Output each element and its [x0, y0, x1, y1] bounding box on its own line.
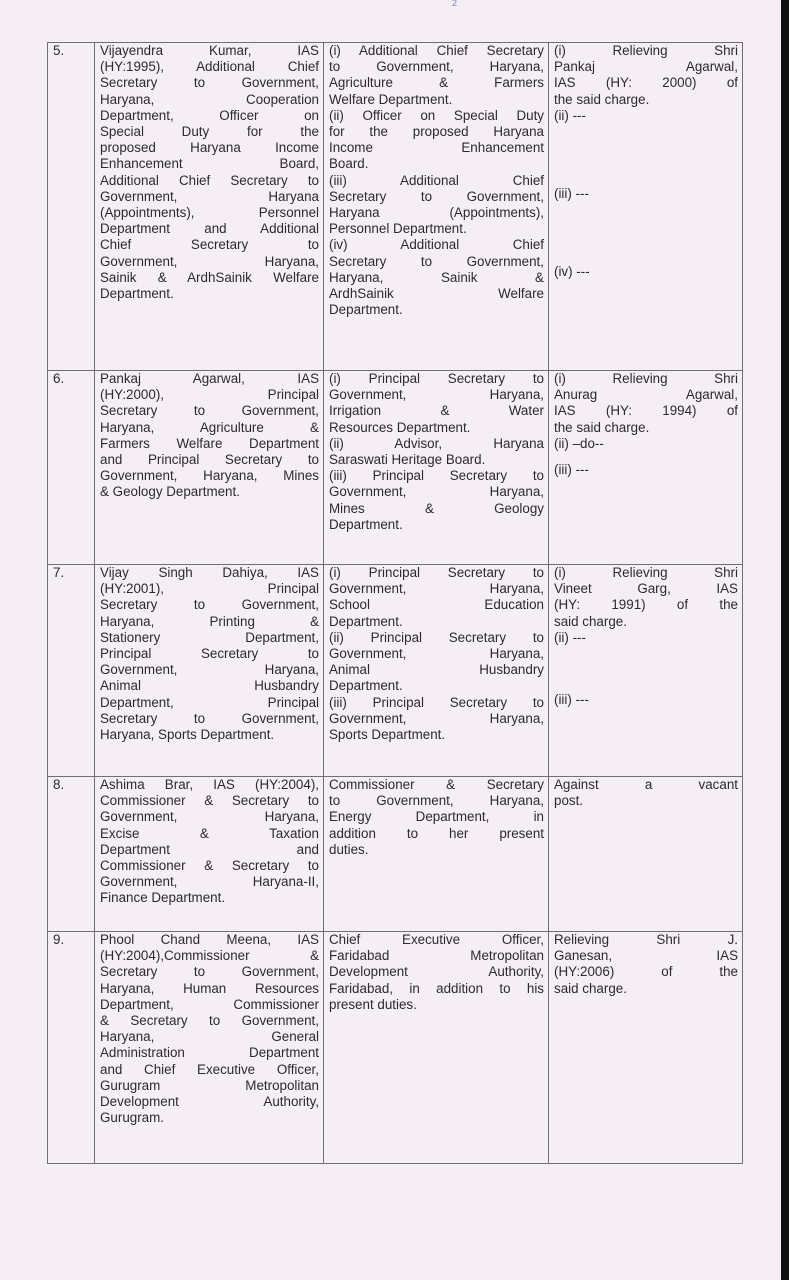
officer-text-line: Government, Haryana, — [100, 809, 319, 825]
spacer — [554, 202, 738, 264]
remark-text-line: (HY:2006) of the — [554, 964, 738, 980]
remark-text-line: post. — [554, 793, 584, 809]
posting-orders-table — [47, 42, 743, 1164]
remark-text-line: Ganesan, IAS — [554, 948, 738, 964]
posting-text-line: (iv) Additional Chief — [329, 237, 544, 253]
officer-text-line: Development Authority, — [100, 1094, 319, 1110]
remarks-cell — [549, 932, 743, 1164]
posting-text-line: (i) Principal Secretary to — [329, 371, 544, 386]
posting-text-line: Saraswati Heritage Board. — [329, 452, 486, 468]
posting-text-line: School Education — [329, 597, 544, 613]
officer-text-line: Gurugram. — [100, 1110, 164, 1126]
officer-text-line: Department, Officer on — [100, 107, 319, 123]
remark-text-line: IAS (HY: 2000) of — [554, 75, 738, 91]
posting-text-line: Department. — [329, 516, 403, 532]
officer-text-line: Additional Chief Secretary to — [100, 172, 319, 188]
officer-text-line: Haryana, Cooperation — [100, 91, 319, 107]
officer-details-cell — [95, 43, 324, 371]
serial-number-cell: 8. — [48, 777, 95, 932]
officer-text-line: Department, Commissioner — [100, 996, 319, 1012]
officer-text-line: Government, Haryana — [100, 188, 319, 204]
remark-item — [554, 565, 738, 630]
officer-details-cell — [95, 371, 324, 565]
posting-text-line: present duties. — [329, 996, 417, 1012]
remarks-cell — [549, 777, 743, 932]
posting-item — [329, 932, 544, 1013]
posting-item — [329, 468, 544, 533]
officer-text-line: Secretary to Government, — [100, 75, 319, 91]
remark-text-line: Against a vacant — [554, 777, 738, 792]
posting-item — [329, 630, 544, 695]
remark-text-line: Anurag Agarwal, — [554, 387, 738, 403]
posting-text-line: (iii) Principal Secretary to — [329, 694, 544, 710]
posting-text-line: Energy Department, in — [329, 809, 544, 825]
posting-text-line: Resources Department. — [329, 419, 471, 435]
officer-text-line: Animal Husbandry — [100, 678, 319, 694]
officer-text-line: (HY:2004),Commissioner & — [100, 948, 319, 964]
posting-text-line: Development Authority, — [329, 964, 544, 980]
officer-text-line: Haryana, Agriculture & — [100, 419, 319, 435]
posting-text-line: Mines & Geology — [329, 500, 544, 516]
posting-text-line: Haryana (Appointments), — [329, 205, 544, 221]
posted-as-cell — [324, 932, 549, 1164]
posting-text-line: Government, Haryana, — [329, 387, 544, 403]
serial-number-cell: 7. — [48, 565, 95, 777]
officer-text-line: Ashima Brar, IAS (HY:2004), — [100, 777, 319, 792]
officer-text-line: Government, Haryana-II, — [100, 874, 319, 890]
officer-text-line: Sainik & ArdhSainik Welfare — [100, 269, 319, 285]
remark-item — [554, 264, 738, 280]
posting-text-line: Faridabad Metropolitan — [329, 948, 544, 964]
posting-text-line: for the proposed Haryana — [329, 124, 544, 140]
officer-text-line: (HY:1995), Additional Chief — [100, 59, 319, 75]
posting-text-line: Income Enhancement — [329, 140, 544, 156]
posting-text-line: Secretary to Government, — [329, 253, 544, 269]
posting-text-line: (iii) Additional Chief — [329, 172, 544, 188]
officer-text-line: Enhancement Board, — [100, 156, 319, 172]
posting-text-line: Sports Department. — [329, 727, 446, 743]
posting-item — [329, 173, 544, 238]
remark-text-line: the said charge. — [554, 91, 650, 107]
remark-text-line: Relieving Shri J. — [554, 932, 738, 947]
officer-text-line: Vijayendra Kumar, IAS — [100, 43, 319, 58]
officer-text-line: (Appointments), Personnel — [100, 205, 319, 221]
posting-item — [329, 777, 544, 858]
officer-text-line: Special Duty for the — [100, 124, 319, 140]
posting-text-line: Government, Haryana, — [329, 581, 544, 597]
officer-text-line: (HY:2000), Principal — [100, 387, 319, 403]
posting-text-line: Government, Haryana, — [329, 484, 544, 500]
remark-item — [554, 108, 738, 124]
remark-item — [554, 436, 738, 452]
officer-text-line: Principal Secretary to — [100, 646, 319, 662]
officer-text-line: Commissioner & Secretary to — [100, 793, 319, 809]
remark-item — [554, 371, 738, 436]
table-row — [48, 371, 743, 565]
remark-text-line: (iii) --- — [554, 692, 589, 708]
posting-text-line: Agriculture & Farmers — [329, 75, 544, 91]
remarks-cell — [549, 43, 743, 371]
officer-text-line: (HY:2001), Principal — [100, 581, 319, 597]
officer-text-line: Haryana, General — [100, 1029, 319, 1045]
scan-edge — [781, 0, 789, 1280]
posting-text-line: Board. — [329, 156, 369, 172]
page-number-mark: 2 — [452, 0, 458, 8]
posting-text-line: Secretary to Government, — [329, 188, 544, 204]
posting-text-line: Animal Husbandry — [329, 662, 544, 678]
officer-text-line: Department. — [100, 286, 174, 302]
officer-text-line: Government, Haryana, — [100, 662, 319, 678]
remark-text-line: (ii) –do-- — [554, 435, 604, 451]
posting-text-line: Personnel Department. — [329, 221, 467, 237]
posting-text-line: (iii) Principal Secretary to — [329, 468, 544, 484]
officer-text-line: & Geology Department. — [100, 484, 240, 500]
officer-text-line: Department and Additional — [100, 221, 319, 237]
remark-item — [554, 777, 738, 809]
officer-text-line: Vijay Singh Dahiya, IAS — [100, 565, 319, 580]
posting-text-line: Department. — [329, 302, 403, 318]
officer-text-line: Haryana, Human Resources — [100, 980, 319, 996]
remark-item — [554, 186, 738, 202]
remark-text-line: (iv) --- — [554, 264, 590, 280]
table-row — [48, 565, 743, 777]
officer-text-line: Administration Department — [100, 1045, 319, 1061]
officer-text-line: Chief Secretary to — [100, 237, 319, 253]
serial-number-cell: 6. — [48, 371, 95, 565]
officer-text-line: Haryana, Printing & — [100, 613, 319, 629]
officer-text-line: Government, Haryana, Mines — [100, 468, 319, 484]
remark-text-line: the said charge. — [554, 419, 650, 435]
remark-text-line: (iii) --- — [554, 186, 589, 202]
remark-text-line: said charge. — [554, 980, 627, 996]
spacer — [554, 452, 738, 462]
posting-text-line: Commissioner & Secretary — [329, 777, 544, 792]
remark-text-line: Pankaj Agarwal, — [554, 59, 738, 75]
officer-text-line: Excise & Taxation — [100, 825, 319, 841]
officer-text-line: Phool Chand Meena, IAS — [100, 932, 319, 947]
remark-text-line: (i) Relieving Shri — [554, 565, 738, 580]
serial-number-cell: 9. — [48, 932, 95, 1164]
posting-text-line: addition to her present — [329, 825, 544, 841]
posting-text-line: (i) Principal Secretary to — [329, 565, 544, 580]
posting-text-line: (ii) Officer on Special Duty — [329, 107, 544, 123]
table-body — [48, 43, 743, 1164]
remark-item — [554, 462, 738, 478]
posting-text-line: Chief Executive Officer, — [329, 932, 544, 947]
spacer — [554, 646, 738, 692]
officer-text-line: and Chief Executive Officer, — [100, 1061, 319, 1077]
posting-text-line: (i) Additional Chief Secretary — [329, 43, 544, 58]
remark-text-line: (i) Relieving Shri — [554, 371, 738, 386]
posting-text-line: ArdhSainik Welfare — [329, 286, 544, 302]
officer-text-line: Farmers Welfare Department — [100, 435, 319, 451]
posting-item — [329, 43, 544, 108]
posting-text-line: Government, Haryana, — [329, 646, 544, 662]
officer-text-line: Department and — [100, 841, 319, 857]
posting-text-line: (ii) Advisor, Haryana — [329, 435, 544, 451]
officer-text-line: and Principal Secretary to — [100, 452, 319, 468]
serial-number-cell: 5. — [48, 43, 95, 371]
officer-text-line: Stationery Department, — [100, 629, 319, 645]
officer-text-line: Haryana, Sports Department. — [100, 727, 275, 743]
officer-text-line: Government, Haryana, — [100, 253, 319, 269]
posted-as-cell — [324, 565, 549, 777]
officer-text-line: Secretary to Government, — [100, 710, 319, 726]
remark-item — [554, 630, 738, 646]
table-row — [48, 932, 743, 1164]
remark-item — [554, 692, 738, 708]
officer-details-cell — [95, 932, 324, 1164]
posted-as-cell — [324, 43, 549, 371]
posting-text-line: Irrigation & Water — [329, 403, 544, 419]
posting-item — [329, 237, 544, 318]
officer-text-line: Pankaj Agarwal, IAS — [100, 371, 319, 386]
posting-item — [329, 565, 544, 630]
officer-text-line: & Secretary to Government, — [100, 1013, 319, 1029]
remark-text-line: (HY: 1991) of the — [554, 597, 738, 613]
officer-details-cell — [95, 565, 324, 777]
posting-item — [329, 371, 544, 436]
officer-text-line: Finance Department. — [100, 890, 226, 906]
posting-text-line: (ii) Principal Secretary to — [329, 629, 544, 645]
posting-text-line: Faridabad, in addition to his — [329, 980, 544, 996]
posting-text-line: Department. — [329, 678, 403, 694]
officer-text-line: Secretary to Government, — [100, 964, 319, 980]
officer-text-line: Gurugram Metropolitan — [100, 1077, 319, 1093]
posting-text-line: Department. — [329, 613, 403, 629]
posted-as-cell — [324, 777, 549, 932]
remark-text-line: (i) Relieving Shri — [554, 43, 738, 58]
remark-text-line: Vineet Garg, IAS — [554, 581, 738, 597]
posting-item — [329, 436, 544, 468]
posted-as-cell — [324, 371, 549, 565]
posting-text-line: Haryana, Sainik & — [329, 269, 544, 285]
remark-text-line: (ii) --- — [554, 107, 586, 123]
posting-text-line: Welfare Department. — [329, 91, 453, 107]
posting-text-line: to Government, Haryana, — [329, 59, 544, 75]
table-row — [48, 777, 743, 932]
officer-text-line: Secretary to Government, — [100, 597, 319, 613]
officer-text-line: Department, Principal — [100, 694, 319, 710]
posting-text-line: to Government, Haryana, — [329, 793, 544, 809]
posting-item — [329, 695, 544, 744]
officer-text-line: proposed Haryana Income — [100, 140, 319, 156]
remark-text-line: IAS (HY: 1994) of — [554, 403, 738, 419]
remarks-cell — [549, 371, 743, 565]
remark-item — [554, 932, 738, 997]
table-row — [48, 43, 743, 371]
officer-text-line: Commissioner & Secretary to — [100, 858, 319, 874]
remark-item — [554, 43, 738, 108]
spacer — [554, 124, 738, 186]
officer-details-cell — [95, 777, 324, 932]
officer-text-line: Secretary to Government, — [100, 403, 319, 419]
posting-item — [329, 108, 544, 173]
remark-text-line: (ii) --- — [554, 629, 586, 645]
posting-text-line: Government, Haryana, — [329, 710, 544, 726]
remarks-cell — [549, 565, 743, 777]
remark-text-line: said charge. — [554, 613, 627, 629]
remark-text-line: (iii) --- — [554, 462, 589, 478]
posting-text-line: duties. — [329, 841, 369, 857]
